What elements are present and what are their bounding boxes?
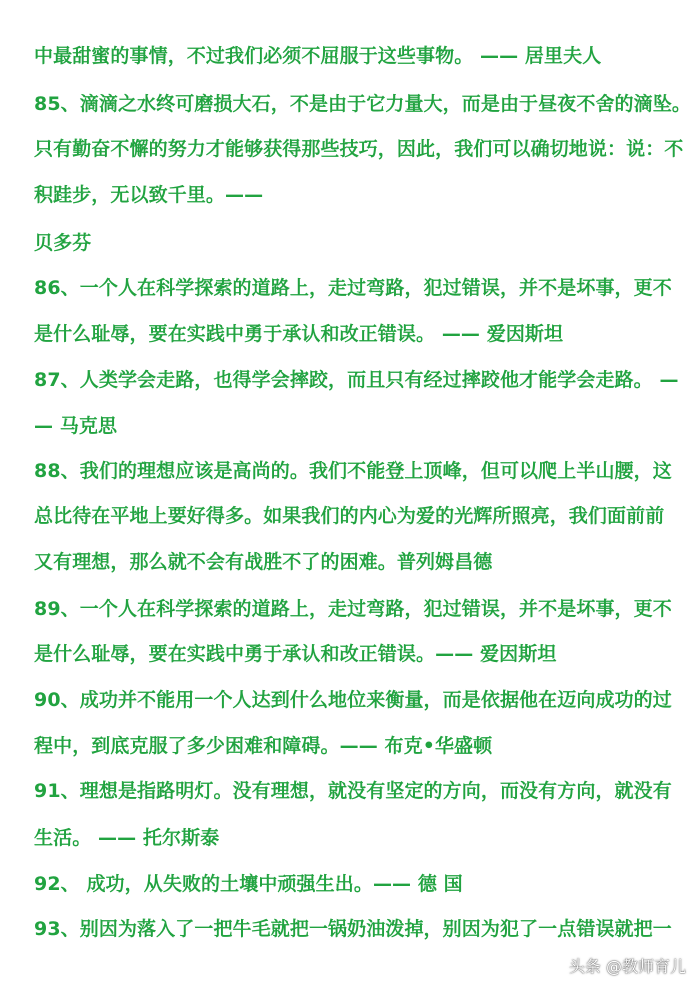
text-line: 91、理想是指路明灯。没有理想，就没有坚定的方向，而没有方向，就没有 (34, 780, 672, 802)
text-line: 生活。 —— 托尔斯泰 (34, 827, 220, 849)
text-line: 92、 成功，从失败的土壤中顽强生出。—— 德 国 (34, 873, 463, 895)
text-line: 是什么耻辱，要在实践中勇于承认和改正错误。—— 爱因斯坦 (34, 643, 557, 665)
text-line: 中最甜蜜的事情，不过我们必须不屈服于这些事物。 —— 居里夫人 (34, 45, 602, 67)
text-line: 87、人类学会走路，也得学会摔跤，而且只有经过摔跤他才能学会走路。 — (34, 369, 679, 391)
text-line: 积跬步，无以致千里。—— (34, 184, 264, 206)
text-line: 89、一个人在科学探索的道路上，走过弯路，犯过错误，并不是坏事，更不 (34, 598, 672, 620)
text-line: 是什么耻辱，要在实践中勇于承认和改正错误。 —— 爱因斯坦 (34, 323, 564, 345)
text-line: 86、一个人在科学探索的道路上，走过弯路，犯过错误，并不是坏事，更不 (34, 277, 672, 299)
text-line: 只有勤奋不懈的努力才能够获得那些技巧，因此，我们可以确切地说：说：不 (34, 138, 684, 160)
text-line: 93、别因为落入了一把牛毛就把一锅奶油泼掉，别因为犯了一点错误就把一 (34, 918, 672, 940)
watermark: 头条 @教师育儿 (568, 957, 686, 976)
text-line: 程中，到底克服了多少困难和障碍。—— 布克•华盛顿 (34, 735, 493, 757)
text-line: 85、滴滴之水终可磨损大石，不是由于它力量大，而是由于昼夜不舍的滴坠。 (34, 93, 691, 115)
text-line: 88、我们的理想应该是高尚的。我们不能登上顶峰，但可以爬上半山腰，这 (34, 460, 672, 482)
text-line: 总比待在平地上要好得多。如果我们的内心为爱的光辉所照亮，我们面前前 (34, 505, 665, 527)
text-line: 90、成功并不能用一个人达到什么地位来衡量，而是依据他在迈向成功的过 (34, 689, 672, 711)
text-line: 又有理想，那么就不会有战胜不了的困难。普列姆昌德 (34, 551, 493, 573)
text-line: — 马克思 (34, 415, 118, 437)
text-line: 贝多芬 (34, 232, 92, 254)
